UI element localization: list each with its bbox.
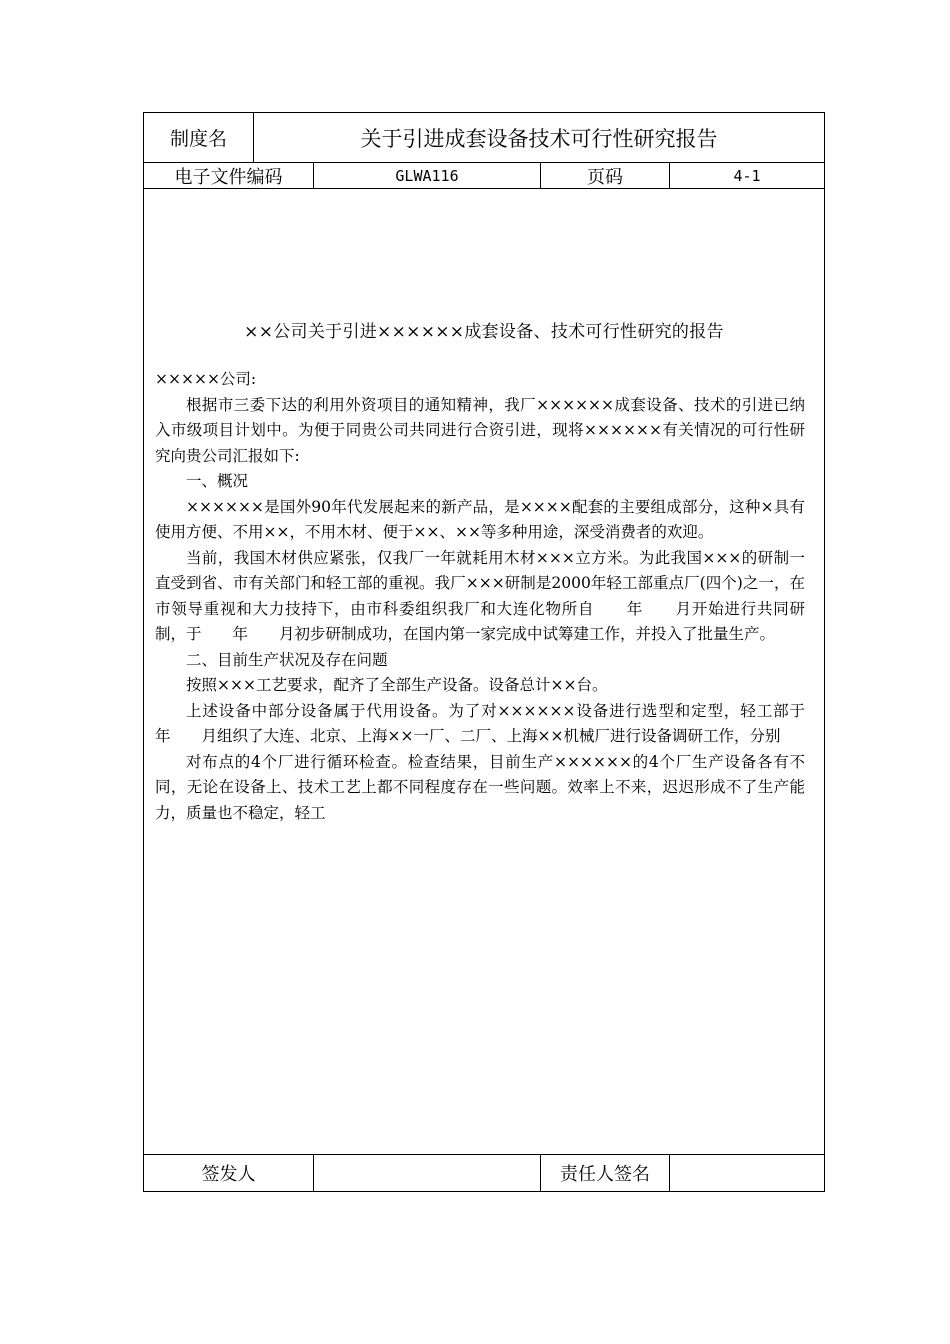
issuer-field bbox=[314, 1155, 541, 1191]
page-label: 页码 bbox=[541, 163, 670, 188]
title-row bbox=[144, 113, 824, 163]
responsible-signature-field bbox=[670, 1155, 824, 1191]
document-form bbox=[143, 112, 837, 1192]
responsible-signature-label: 责任人签名 bbox=[541, 1155, 670, 1191]
file-code-label: 电子文件编码 bbox=[144, 163, 314, 188]
report-content bbox=[155, 367, 837, 826]
policy-title: 关于引进成套设备技术可行性研究报告 bbox=[360, 126, 718, 151]
signature-row bbox=[144, 1154, 824, 1191]
paragraph: 根据市三委下达的利用外资项目的通知精神，我厂××××××成套设备、技术的引进已纳入市级项目计划中。为便于同贵公司共同进行合资引进，现将××××××有关情况的可行性研究向贵公司汇报如下: bbox=[155, 395, 805, 465]
paragraph: 上述设备中部分设备属于代用设备。为了对××××××设备进行选型和定型，轻工部于 年 月组织了大连、北京、上海××一厂、二厂、上海××机械厂进行设备调研工作，分别 bbox=[155, 701, 837, 745]
section-heading: 一、概况 bbox=[186, 472, 249, 490]
page-value: 4-1 bbox=[733, 166, 761, 185]
paragraph: 按照×××工艺要求，配齐了全部生产设备。设备总计××台。 bbox=[186, 676, 608, 694]
paragraph: 当前，我国木材供应紧张，仅我厂一年就耗用木材×××立方米。为此我国×××的研制一直受到省、市有关部门和轻工部的重视。我厂×××研制是2000年轻工部重点厂(四个)之一，在市领导重视和大力技持下，由市科委组织我厂和大连化物所自 年 月开始进行共同研制，于 年 月初步研制成功，在国内第一家完成中试筹建工作，并投入了批量生产。 bbox=[155, 548, 805, 643]
paragraph: ××××××是国外90年代发展起来的新产品，是××××配套的主要组成部分，这种×具有使用方便、不用××，不用木材、便于××、××等多种用途，深受消费者的欢迎。 bbox=[155, 497, 805, 541]
issuer-label: 签发人 bbox=[144, 1155, 314, 1191]
report-title: ××公司关于引进××××××成套设备、技术可行性研究的报告 bbox=[244, 322, 724, 342]
policy-name-label: 制度名 bbox=[144, 113, 254, 162]
document-body bbox=[144, 189, 837, 1155]
salutation: ×××××公司: bbox=[155, 370, 257, 388]
file-code-value: GLWA116 bbox=[314, 163, 541, 188]
section-heading: 二、目前生产状况及存在问题 bbox=[186, 650, 388, 669]
meta-row bbox=[144, 163, 824, 189]
paragraph: 对布点的4个厂进行循环检查。检查结果，目前生产××××××的4个厂生产设备各有不同，无论在设备上、技术工艺上都不同程度存在一些问题。效率上不来，迟迟形成不了生产能力，质量也不稳定，轻工 bbox=[155, 752, 805, 822]
